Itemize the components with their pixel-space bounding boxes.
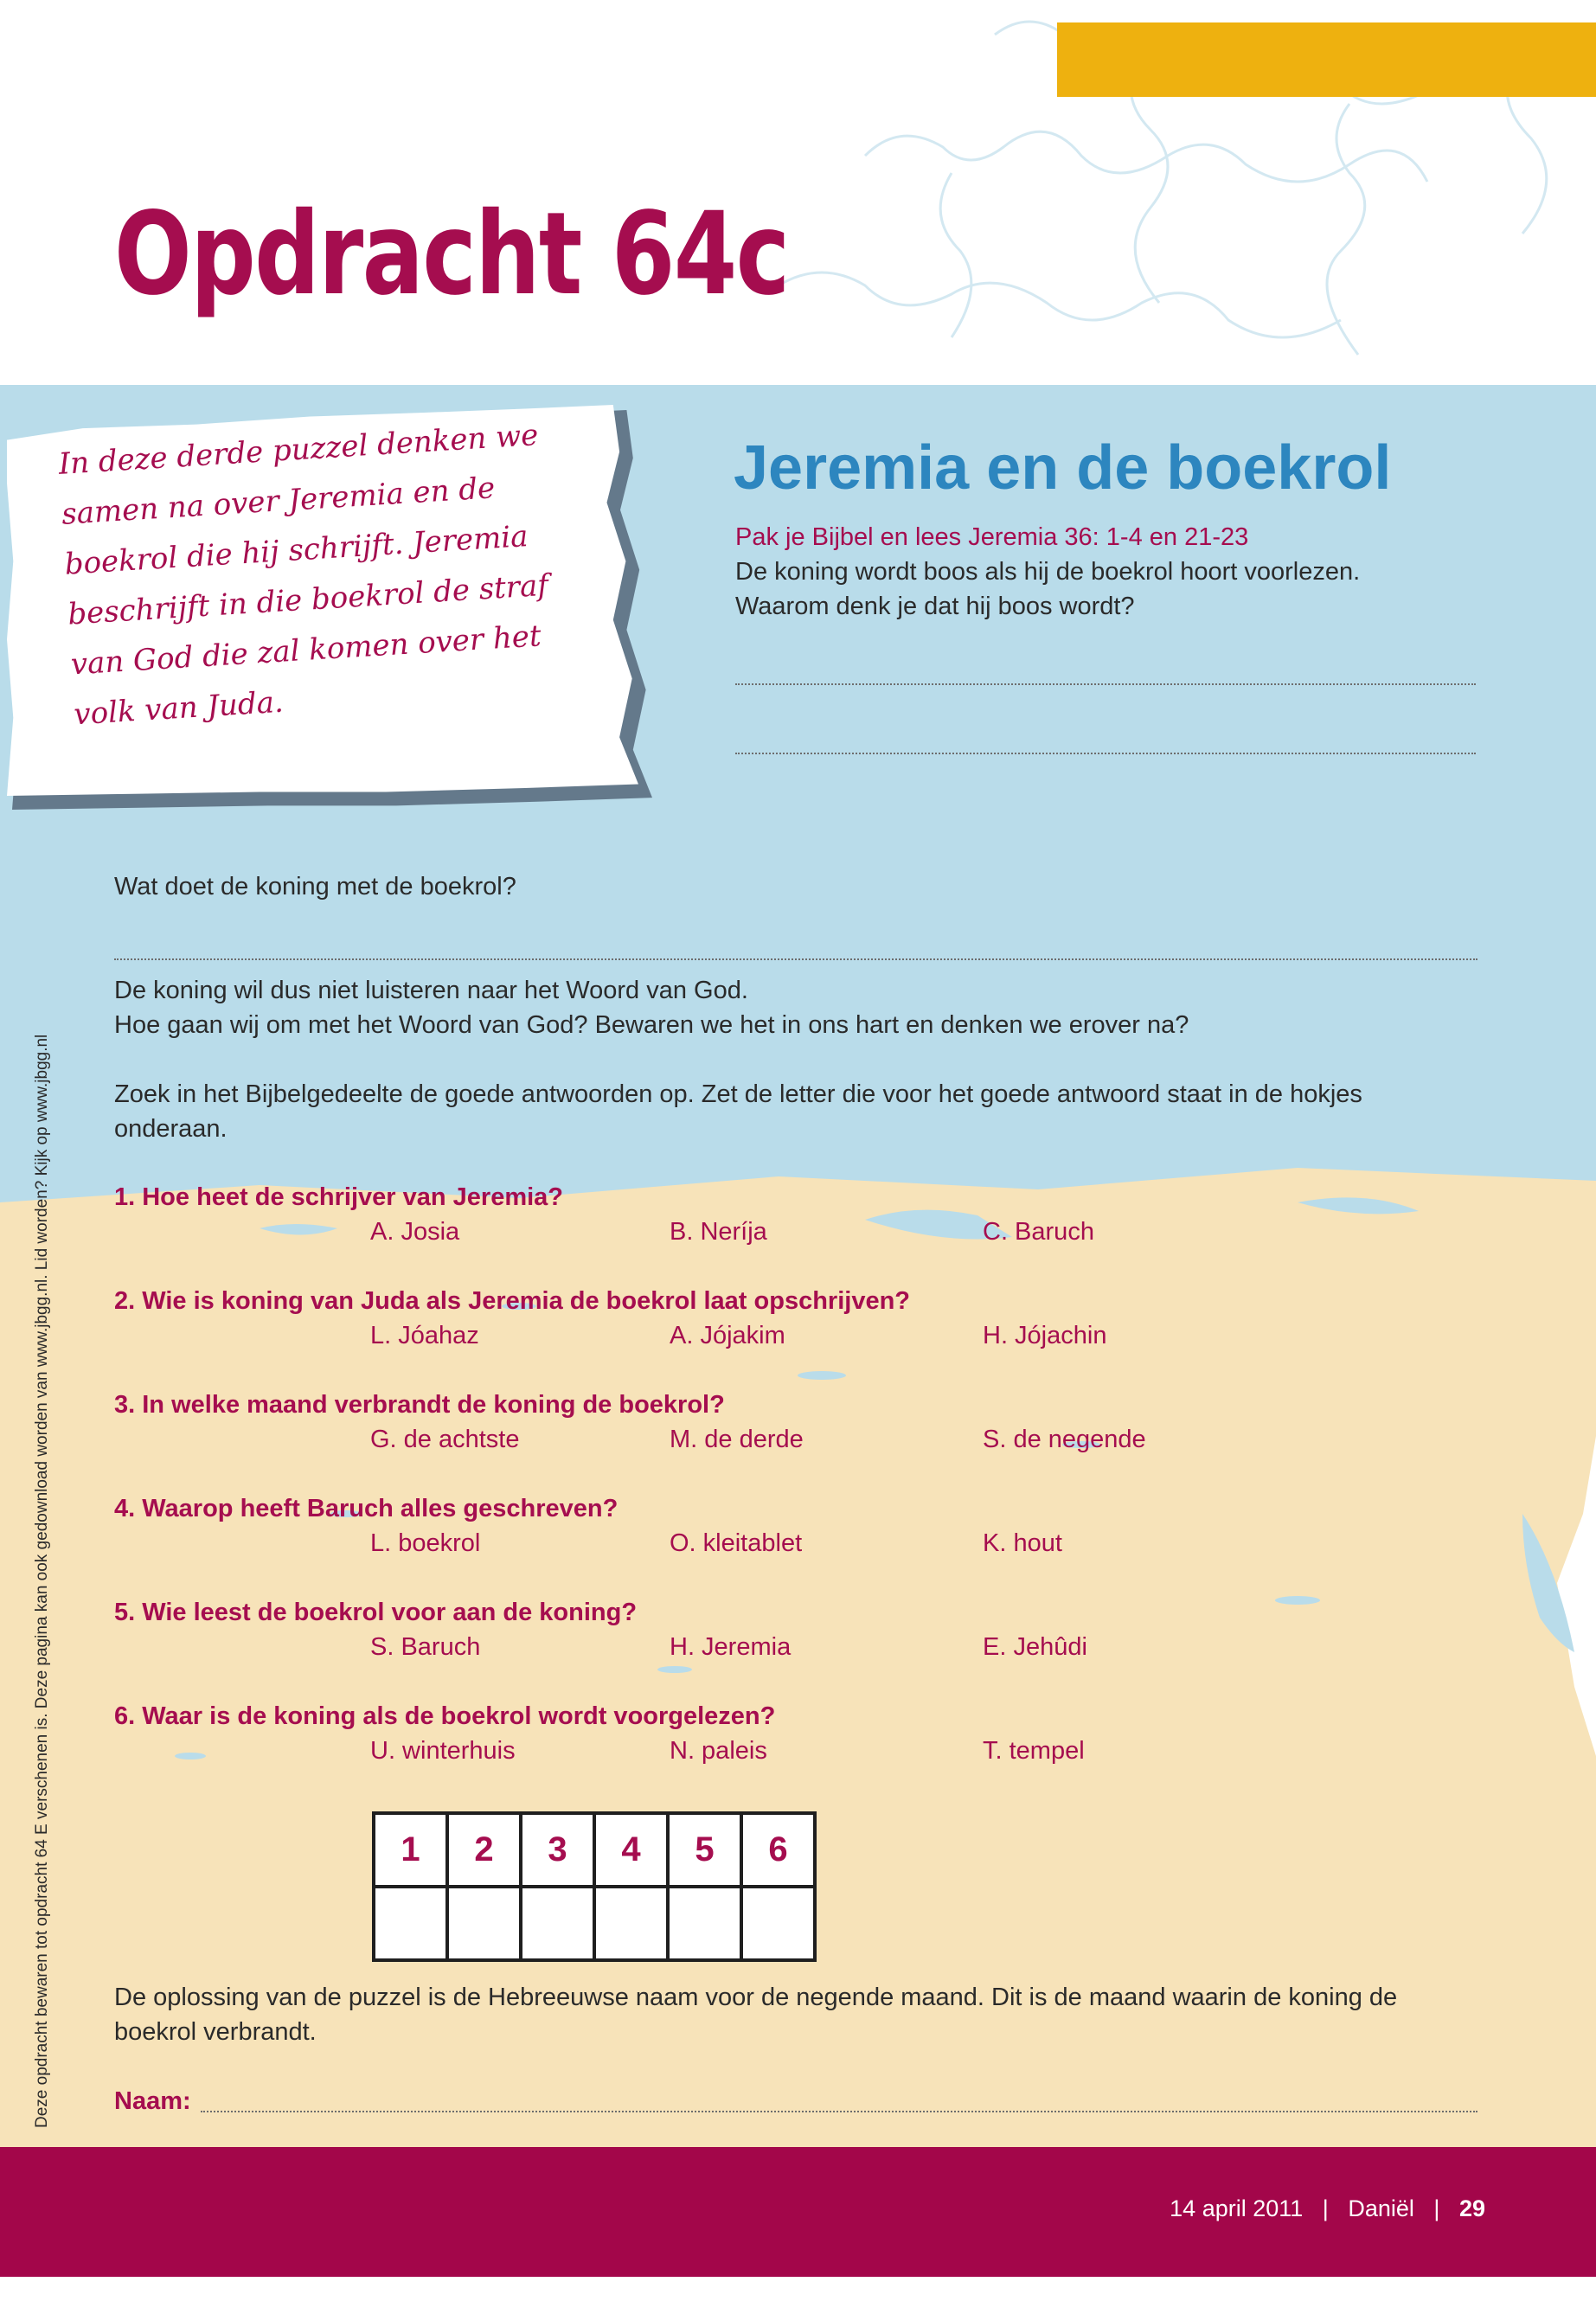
question-what: Wat doet de koning met de boekrol? bbox=[114, 873, 516, 901]
name-label: Naam: bbox=[114, 2087, 191, 2115]
option-4c: K. hout bbox=[983, 1529, 1062, 1557]
grid-answer-cell[interactable] bbox=[447, 1887, 521, 1960]
option-1a: A. Josia bbox=[370, 1218, 460, 1246]
answer-grid bbox=[372, 1811, 817, 1962]
option-3a: G. de achtste bbox=[370, 1426, 520, 1453]
paragraph-1-line-1: De koning wil dus niet luisteren naar het Woord van God. bbox=[114, 977, 748, 1004]
grid-answer-cell[interactable] bbox=[741, 1887, 815, 1960]
answer-line-1[interactable] bbox=[735, 683, 1476, 685]
option-3b: M. de derde bbox=[670, 1426, 804, 1453]
option-4b: O. kleitablet bbox=[670, 1529, 803, 1557]
question-line-1: De koning wordt boos als hij de boekrol hoort voorlezen. bbox=[735, 558, 1361, 586]
grid-number: 1 bbox=[374, 1813, 447, 1887]
reading-instruction: Pak je Bijbel en lees Jeremia 36: 1-4 en 21-23 bbox=[735, 523, 1249, 551]
intro-text: In deze derde puzzel denken we samen na over Jeremia en de boekrol die hij schrijft. Jeremia beschrijft in die boekrol de straf van God die zal komen over het volk van Juda. bbox=[57, 418, 549, 733]
section-title: Jeremia en de boekrol bbox=[734, 433, 1392, 503]
option-2b: A. Jójakim bbox=[670, 1322, 785, 1349]
option-6c: T. tempel bbox=[983, 1737, 1085, 1765]
grid-number: 4 bbox=[594, 1813, 668, 1887]
footer-publication: Daniël bbox=[1348, 2195, 1414, 2221]
option-6b: N. paleis bbox=[670, 1737, 767, 1765]
side-note: Deze opdracht bewaren tot opdracht 64 E verschenen is. Deze pagina kan ook gedownload worden van www.jbgg.nl. Lid worden? Kijk op www.jbgg.nl bbox=[33, 1034, 51, 2128]
grid-answer-cell[interactable] bbox=[668, 1887, 741, 1960]
footer-separator: | bbox=[1309, 2195, 1342, 2221]
grid-number: 3 bbox=[521, 1813, 594, 1887]
option-1b: B. Neríja bbox=[670, 1218, 767, 1246]
option-1c: C. Baruch bbox=[983, 1218, 1094, 1246]
option-3c: S. de negende bbox=[983, 1426, 1146, 1453]
answer-line-3[interactable] bbox=[114, 958, 1477, 960]
option-5a: S. Baruch bbox=[370, 1633, 481, 1661]
grid-answer-cell[interactable] bbox=[521, 1887, 594, 1960]
footer-separator: | bbox=[1420, 2195, 1453, 2221]
question-line-2: Waarom denk je dat hij boos wordt? bbox=[735, 593, 1135, 620]
question-5: 5. Wie leest de boekrol voor aan de koning? bbox=[114, 1599, 638, 1626]
name-input-line[interactable] bbox=[201, 2111, 1477, 2112]
page-number: 29 bbox=[1458, 2195, 1485, 2221]
grid-answer-row bbox=[374, 1887, 815, 1960]
question-4: 4. Waarop heeft Baruch alles geschreven? bbox=[114, 1495, 619, 1522]
grid-number: 2 bbox=[447, 1813, 521, 1887]
option-4a: L. boekrol bbox=[370, 1529, 481, 1557]
option-6a: U. winterhuis bbox=[370, 1737, 516, 1765]
grid-number-row bbox=[374, 1813, 815, 1887]
footer-text bbox=[1170, 2195, 1485, 2222]
question-3: 3. In welke maand verbrandt de koning de boekrol? bbox=[114, 1391, 725, 1419]
option-2c: H. Jójachin bbox=[983, 1322, 1107, 1349]
paragraph-1-line-2: Hoe gaan wij om met het Woord van God? Bewaren we het in ons hart en denken we erover na? bbox=[114, 1011, 1189, 1039]
page-title: Opdracht 64c bbox=[114, 188, 789, 321]
footer-bar bbox=[0, 2147, 1596, 2277]
grid-number: 5 bbox=[668, 1813, 741, 1887]
option-5c: E. Jehûdi bbox=[983, 1633, 1087, 1661]
question-2: 2. Wie is koning van Juda als Jeremia de boekrol laat opschrijven? bbox=[114, 1287, 910, 1315]
footer-date: 14 april 2011 bbox=[1170, 2195, 1304, 2221]
solution-line-2: boekrol verbrandt. bbox=[114, 2018, 317, 2046]
question-6: 6. Waar is de koning als de boekrol wordt voorgelezen? bbox=[114, 1702, 776, 1730]
answer-line-2[interactable] bbox=[735, 753, 1476, 754]
option-2a: L. Jóahaz bbox=[370, 1322, 479, 1349]
grid-number: 6 bbox=[741, 1813, 815, 1887]
option-5b: H. Jeremia bbox=[670, 1633, 792, 1661]
paragraph-2-line-1: Zoek in het Bijbelgedeelte de goede antwoorden op. Zet de letter die voor het goede antwoord staat in de hokjes bbox=[114, 1080, 1362, 1108]
question-1: 1. Hoe heet de schrijver van Jeremia? bbox=[114, 1183, 564, 1211]
grid-answer-cell[interactable] bbox=[594, 1887, 668, 1960]
solution-line-1: De oplossing van de puzzel is de Hebreeuwse naam voor de negende maand. Dit is de maand waarin de koning de bbox=[114, 1984, 1398, 2011]
paragraph-2-line-2: onderaan. bbox=[114, 1115, 228, 1143]
header-accent-bar bbox=[1057, 22, 1596, 97]
grid-answer-cell[interactable] bbox=[374, 1887, 447, 1960]
